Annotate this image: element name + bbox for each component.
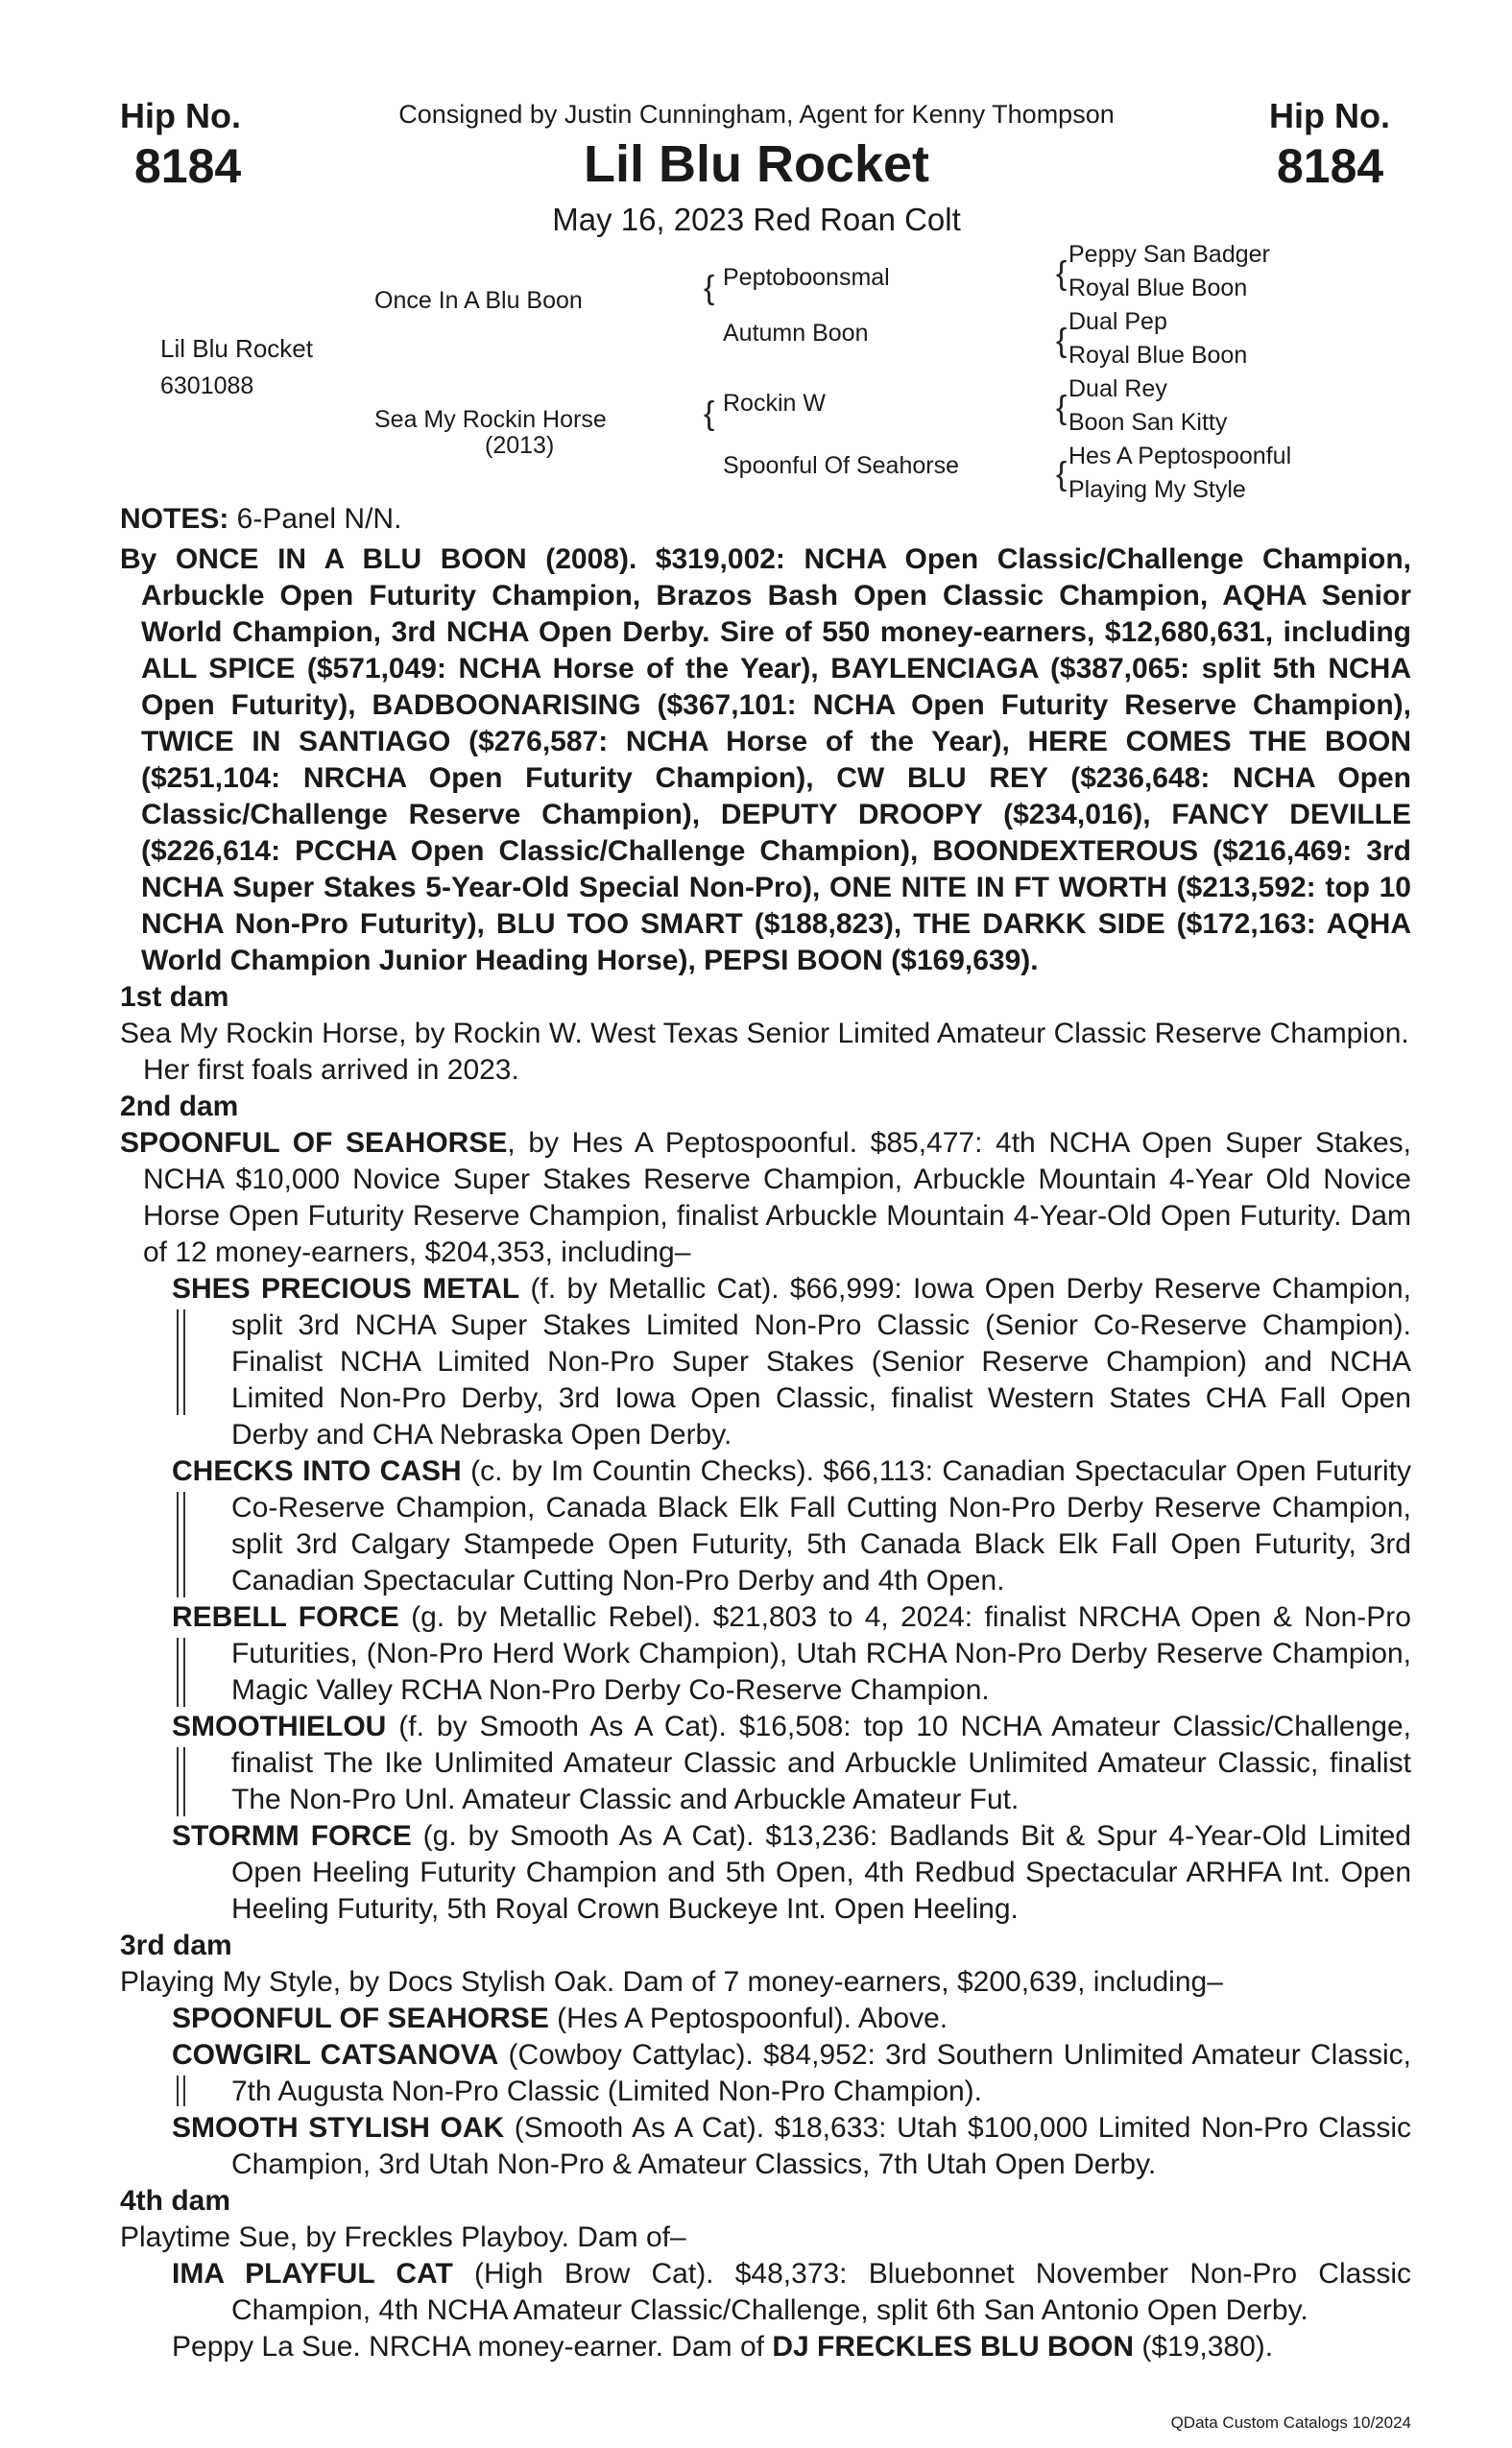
pedigree-dam: Sea My Rockin Horse [374,406,607,433]
produce-bar [177,1747,185,1816]
produce-bar [177,1638,185,1707]
produce-name: SPOONFUL OF SEAHORSE [172,2003,549,2034]
produce-name: SMOOTH STYLISH OAK [172,2112,505,2144]
peppy-produce-name: DJ FRECKLES BLU BOON [772,2331,1134,2363]
dam2-name: SPOONFUL OF SEAHORSE [120,1127,508,1159]
hip-number-left: 8184 [134,139,242,193]
pedigree-subject: Lil Blu Rocket [160,334,313,363]
produce-details: (g. by Metallic Rebel). $21,803 to 4, 2024: finalist NRCHA Open & Non-Pro Futurities, (Non-Pro Herd Work Champion), Utah RCHA Non-Pro Derby Reserve Champion, Magic Valley RCHA Non-Pro Derby Co-Reserve Champion. [231,1601,1411,1706]
produce-name: CHECKS INTO CASH [172,1455,462,1487]
dam1-heading: 1st dam [120,981,229,1013]
pedigree-g3: Dual Pep [1068,308,1167,335]
pedigree-g4: Royal Blue Boon [1068,342,1248,369]
brace-g1: { [1056,255,1068,292]
catalog-footer: QData Custom Catalogs 10/2024 [1170,2413,1411,2432]
sire-paragraph: By ONCE IN A BLU BOON (2008). $319,002: NCHA Open Classic/Challenge Champion, Arbuckle Open Futurity Champion, Brazos Bash Open Classic Champion, AQHA Senior World Champion, 3rd NCHA Open Derby. Sire of 550 money-earners, $12,680,631, including ALL SPICE ($571,049: NCHA Horse of the Year), BAYLENCIAGA ($387,065: split 5th NCHA Open Futurity), BADBOONARISING ($367,101: NCHA Open Futurity Reserve Champion), TWICE IN SANTIAGO ($276,587: NCHA Horse of the Year), HERE COMES THE BOON ($251,104: NRCHA Open Futurity Champion), CW BLU REY ($236,648: NCHA Open Classic/Challenge Reserve Champion), DEPUTY DROOPY ($234,016), FANCY DEVILLE ($226,614: PCCHA Open Classic/Challenge Champion), BOONDEXTEROUS ($216,469: 3rd NCHA Super Stakes 5-Year-Old Special Non-Pro), ONE NITE IN FT WORTH ($213,592: top 10 NCHA Non-Pro Futurity), BLU TOO SMART ($188,823), THE DARKK SIDE ($172,163: AQHA World Champion Junior Heading Horse), PEPSI BOON ($169,639). [120,543,1411,976]
pedigree-g6: Boon San Kitty [1068,409,1228,436]
pedigree-g1: Peppy San Badger [1068,241,1270,268]
hip-label-left: Hip No. [120,96,241,135]
produce-name: COWGIRL CATSANOVA [172,2039,499,2071]
pedigree-g7: Hes A Peptospoonful [1068,443,1292,469]
catalog-body [120,501,1411,2365]
produce-record [120,1599,1411,1709]
hip-label-right: Hip No. [1269,96,1390,135]
produce-details: (f. by Metallic Cat). $66,999: Iowa Open Derby Reserve Champion, split 3rd NCHA Super Stakes Limited Non-Pro Classic (Senior Co-Reserve Champion). Finalist NCHA Limited Non-Pro Super Stakes (Senior Reserve Champion) and NCHA Limited Non-Pro Derby, 3rd Iowa Open Classic, finalist Western States CHA Fall Open Derby and CHA Nebraska Open Derby. [231,1273,1411,1451]
produce-details: (g. by Smooth As A Cat). $13,236: Badlands Bit & Spur 4-Year-Old Limited Open Heeling Futurity Champion and 5th Open, 4th Redbud Spectacular ARHFA Int. Open Heeling Futurity, 5th Royal Crown Buckeye Int. Open Heeling. [231,1820,1411,1925]
dam2-details: , by Hes A Peptospoonful. $85,477: 4th NCHA Open Super Stakes, NCHA $10,000 Novice Super Stakes Reserve Champion, Arbuckle Mountain 4-Year Old Novice Horse Open Futurity Reserve Champion, finalist Arbuckle Mountain 4-Year-Old Open Futurity. Dam of 12 money-earners, $204,353, including– [143,1127,1411,1268]
pedigree-g8: Playing My Style [1068,476,1246,503]
notes-text: 6-Panel N/N. [228,503,402,535]
pedigree-dam-year: (2013) [485,432,555,459]
brace-dam: { [704,396,715,432]
produce-record [120,1818,1411,1928]
consignor-line: Consigned by Justin Cunningham, Agent for Kenny Thompson [398,100,1115,129]
dam1-text: Sea My Rockin Horse, by Rockin W. West Texas Senior Limited Amateur Classic Reserve Champion. Her first foals arrived in 2023. [120,1018,1409,1086]
hip-number-right: 8184 [1277,139,1384,193]
pedigree-sire-dam: Autumn Boon [723,320,869,347]
produce-name: IMA PLAYFUL CAT [172,2258,453,2290]
pedigree-dam-dam: Spoonful Of Seahorse [723,452,959,479]
dam4-heading: 4th dam [120,2185,231,2217]
produce-details: (Hes A Peptospoonful). Above. [548,2003,948,2034]
dam2-text [120,1125,1411,1271]
produce-details: (f. by Smooth As A Cat). $16,508: top 10 NCHA Amateur Classic/Challenge, finalist The Ike Unlimited Amateur Classic and Arbuckle Unlimited Amateur Classic, finalist The Non-Pro Unl. Amateur Classic and Arbuckle Amateur Fut. [231,1711,1411,1815]
peppy-text: Peppy La Sue. NRCHA money-earner. Dam of [172,2331,773,2363]
produce-name: SHES PRECIOUS METAL [172,1273,520,1305]
produce-record [120,1271,1411,1453]
produce-record [120,1709,1411,1818]
produce-record [120,2110,1411,2183]
produce-details: (Cowboy Cattylac). $84,952: 3rd Southern Unlimited Amateur Classic, 7th Augusta Non-Pro Classic (Limited Non-Pro Champion). [231,2039,1412,2107]
produce-record [120,2256,1411,2329]
produce-record [120,1453,1411,1599]
pedigree-g2: Royal Blue Boon [1068,275,1248,301]
peppy-la-sue-line [120,2329,1411,2365]
produce-details: (Smooth As A Cat). $18,633: Utah $100,000 Limited Non-Pro Classic Champion, 3rd Utah Non-Pro & Amateur Classics, 7th Utah Open Derby. [231,2112,1411,2180]
produce-details: (High Brow Cat). $48,373: Bluebonnet November Non-Pro Classic Champion, 4th NCHA Amateur Classic/Challenge, split 6th San Antonio Open Derby. [231,2258,1411,2326]
dam2-heading: 2nd dam [120,1091,239,1122]
dam3-heading: 3rd dam [120,1930,232,1961]
pedigree-sire-sire: Peptoboonsmal [723,264,890,291]
brace-g4: { [1056,456,1068,492]
pedigree-reg-number: 6301088 [160,372,254,399]
produce-bar [177,1492,185,1597]
brace-g3: { [1056,390,1068,426]
brace-sire: { [704,270,715,306]
pedigree-dam-sire: Rockin W [723,390,826,417]
foaling-info: May 16, 2023 Red Roan Colt [552,202,961,237]
produce-bar [177,2076,185,2106]
notes-line [120,501,1411,538]
brace-g2: { [1056,323,1068,359]
produce-details: (c. by Im Countin Checks). $66,113: Canadian Spectacular Open Futurity Co-Reserve Champion, Canada Black Elk Fall Cutting Non-Pro Derby Reserve Champion, split 3rd Calgary Stampede Open Futurity, 5th Canada Black Elk Fall Open Futurity, 3rd Canadian Spectacular Cutting Non-Pro Derby and 4th Open. [231,1455,1411,1596]
dam4-text: Playtime Sue, by Freckles Playboy. Dam of– [120,2221,686,2253]
pedigree-sire: Once In A Blu Boon [374,287,583,314]
peppy-tail: ($19,380). [1134,2331,1274,2363]
horse-name: Lil Blu Rocket [583,135,930,193]
dam3-text: Playing My Style, by Docs Stylish Oak. Dam of 7 money-earners, $200,639, including– [120,1966,1223,1998]
produce-name: REBELL FORCE [172,1601,399,1633]
notes-label: NOTES: [120,503,229,535]
produce-name: STORMM FORCE [172,1820,412,1852]
pedigree-g5: Dual Rey [1068,375,1167,402]
produce-bar [177,1309,185,1415]
produce-record [120,2037,1411,2110]
produce-record [120,2001,1411,2037]
produce-name: SMOOTHIELOU [172,1711,387,1742]
